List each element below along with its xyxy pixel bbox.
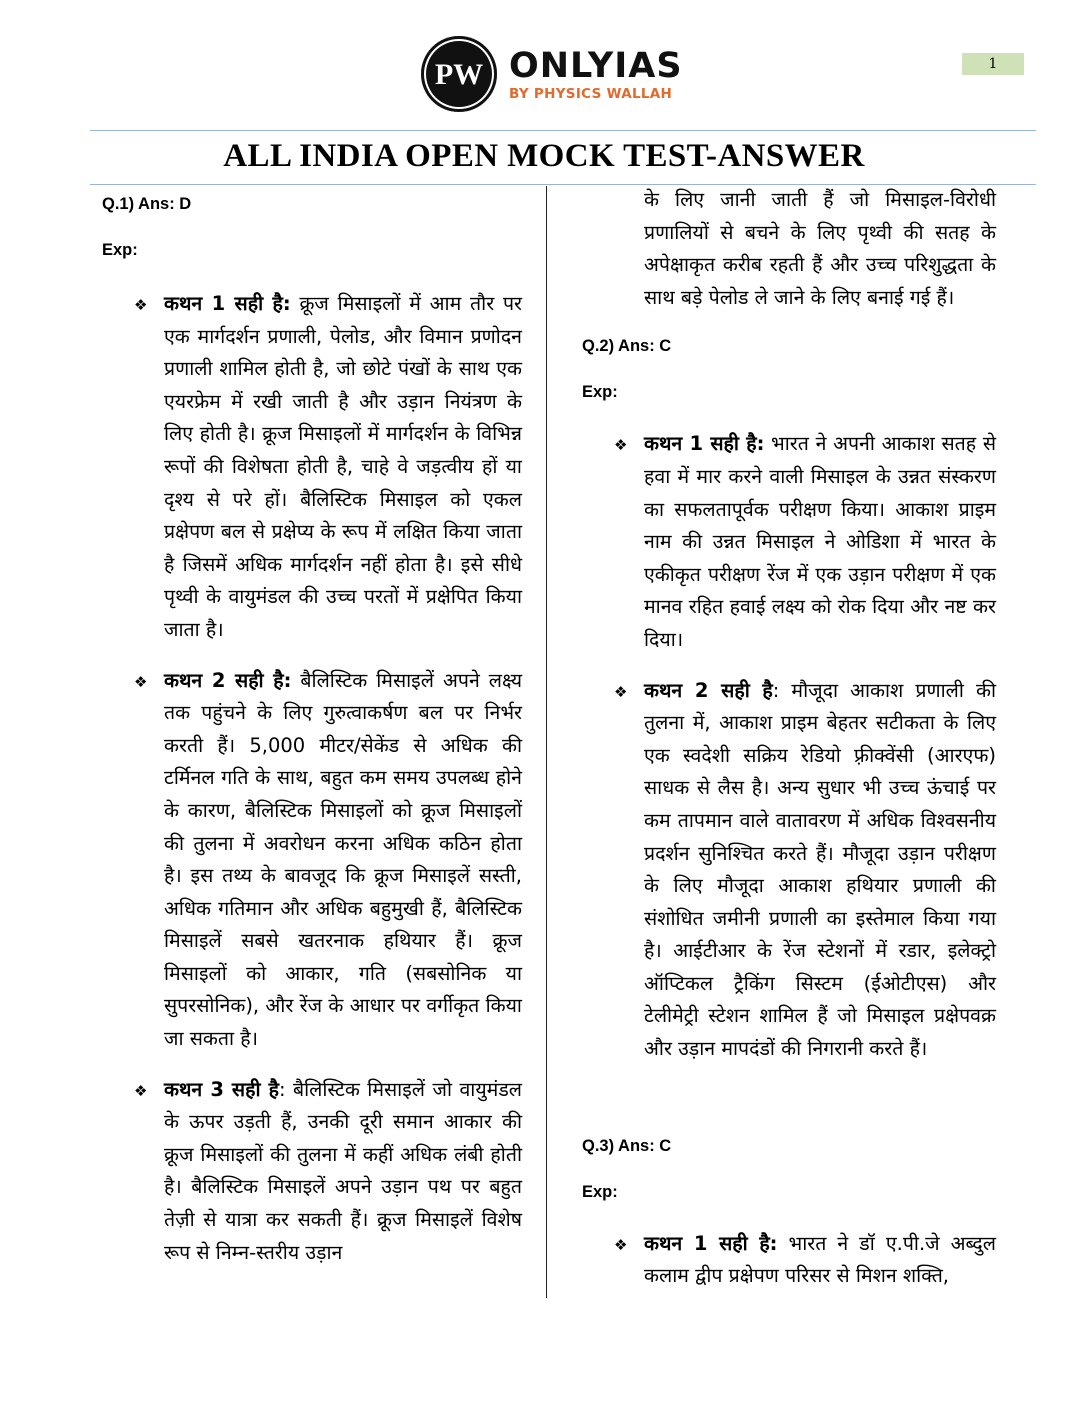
q2-p1-label: कथन 1 सही है:: [644, 432, 765, 456]
q1-point-3: [102, 1074, 522, 1270]
q3-exp-label: Exp:: [582, 1182, 618, 1201]
q1-p3-label: कथन 3 सही है: [164, 1077, 279, 1101]
q2-answer: Q.2) Ans: C: [582, 337, 672, 356]
right-column: [582, 184, 996, 1293]
q2-p2-text: : मौजूदा आकाश प्रणाली की तुलना में, आकाश प्राइम बेहतर सटीकता के लिए एक स्वदेशी सक्रिय रेडियो फ़्रीक्वेंसी (आरएफ) साधक से लैस है। अन्य सुधार भी उच्च ऊंचाई पर कम तापमान वाले वातावरण में अधिक विश्वसनीय प्रदर्शन सुनिश्चित करते हैं। मौजूदा उड़ान परीक्षण के लिए मौजूदा आकाश हथियार प्रणाली की संशोधित जमीनी प्रणाली का इस्तेमाल किया गया है। आईटीआर के रेंज स्टेशनों में रडार, इलेक्ट्रो ऑप्टिकल ट्रैकिंग सिस्टम (ईओटीएस) और टेलीमेट्री स्टेशन शामिल हैं जो मिसाइल प्रक्षेपवक्र और उड़ान मापदंडों की निगरानी करते हैं।: [644, 678, 996, 1061]
page-number: 1: [962, 53, 1024, 75]
q1-p1-label: कथन 1 सही है:: [164, 292, 291, 315]
q1-exp-label: Exp:: [102, 241, 138, 259]
q1-p2-label: कथन 2 सही है:: [164, 668, 292, 692]
diamond-bullet-icon: ❖: [134, 672, 148, 691]
diamond-bullet-icon: ❖: [614, 682, 628, 701]
diamond-bullet-icon: ❖: [614, 436, 628, 455]
diamond-bullet-icon: ❖: [134, 296, 148, 314]
diamond-bullet-icon: ❖: [134, 1081, 148, 1100]
column-divider: [546, 186, 547, 1298]
brand-subtitle: BY PHYSICS WALLAH: [509, 86, 673, 102]
pw-logo-mark: [421, 36, 497, 112]
q1-answer: Q.1) Ans: D: [102, 195, 192, 213]
q3-answer: Q.3) Ans: C: [582, 1136, 672, 1155]
q2-p2-label: कथन 2 सही है: [644, 678, 773, 702]
pw-logo: [421, 36, 497, 112]
q2-point-1: [582, 428, 996, 656]
page-title: ALL INDIA OPEN MOCK TEST-ANSWER: [223, 138, 865, 174]
left-column: [102, 192, 522, 1269]
q2-point-2: [582, 675, 996, 1066]
q3-p1-label: कथन 1 सही है:: [644, 1231, 778, 1255]
q1-continuation: के लिए जानी जाती हैं जो मिसाइल-विरोधी प्रणालियों से बचने के लिए पृथ्वी की सतह के अपेक्षाकृत करीब रहती हैं और उच्च परिशुद्धता के साथ बड़े पेलोड ले जाने के लिए बनाई गई हैं।: [644, 188, 996, 309]
brand-name: ONLYIAS: [509, 46, 683, 86]
header-divider: [90, 130, 1036, 131]
q3-point-1: [582, 1228, 996, 1293]
q1-point-1: [102, 288, 522, 647]
page-header: [0, 0, 1088, 130]
q2-exp-label: Exp:: [582, 383, 618, 402]
q1-p2-text: बैलिस्टिक मिसाइलें अपने लक्ष्य तक पहुंचने के लिए गुरुत्वाकर्षण बल पर निर्भर करती हैं। 5,000 मीटर/सेकेंड से अधिक की टर्मिनल गति के साथ, बहुत कम समय उपलब्ध होने के कारण, बैलिस्टिक मिसाइलों को क्रूज मिसाइलों की तुलना में अवरोधन करना अधिक कठिन होता है। इस तथ्य के बावजूद कि क्रूज मिसाइलें सस्ती, अधिक गतिमान और अधिक बहुमुखी हैं, बैलिस्टिक मिसाइलें सबसे खतरनाक हथियार हैं। क्रूज मिसाइलों को आकार, गति (सबसोनिक या सुपरसोनिक), और रेंज के आधार पर वर्गीकृत किया जा सकता है।: [164, 668, 523, 1051]
q3-p1-text: भारत ने डॉ ए.पी.जे अब्दुल कलाम द्वीप प्रक्षेपण परिसर से मिशन शक्ति,: [644, 1231, 996, 1288]
q1-p3-text: : बैलिस्टिक मिसाइलें जो वायुमंडल के ऊपर उड़ती हैं, उनकी दूरी समान आकार की क्रूज मिसाइलों की तुलना में कहीं अधिक लंबी होती है। बैलिस्टिक मिसाइलें अपने उड़ान पथ पर बहुत तेज़ी से यात्रा कर सकती हैं। क्रूज मिसाइलें विशेष रूप से निम्न-स्तरीय उड़ान: [164, 1077, 522, 1264]
pw-logo-text: PW: [434, 58, 484, 91]
q2-p1-text: भारत ने अपनी आकाश सतह से हवा में मार करने वाली मिसाइल के उन्नत संस्करण का सफलतापूर्वक परीक्षण किया। आकाश प्राइम नाम की उन्नत मिसाइल ने ओडिशा में भारत के एकीकृत परीक्षण रेंज में एक उड़ान परीक्षण में एक मानव रहित हवाई लक्ष्य को रोक दिया और नष्ट कर दिया।: [644, 432, 996, 651]
diamond-bullet-icon: ❖: [614, 1235, 628, 1254]
brand-block: [509, 48, 699, 102]
q1-p1-text: क्रूज मिसाइलों में आम तौर पर एक मार्गदर्शन प्रणाली, पेलोड, और विमान प्रणोदन प्रणाली शामिल होती है, जो छोटे पंखों के साथ एक एयरफ्रेम में रखी जाती है और उड़ान नियंत्रण के लिए होती है। क्रूज मिसाइलों में मार्गदर्शन के विभिन्न रूपों की विशेषता होती है, चाहे वे जड़त्वीय हों या दृश्य से परे हों। बैलिस्टिक मिसाइल को एकल प्रक्षेपण बल से प्रक्षेप्य के रूप में लक्षित किया जाता है जिसमें अधिक मार्गदर्शन नहीं होता है। इसे सीधे पृथ्वी के वायुमंडल की उच्च परतों में प्रक्षेपित किया जाता है।: [164, 292, 522, 641]
q1-point-2: [102, 665, 522, 1056]
